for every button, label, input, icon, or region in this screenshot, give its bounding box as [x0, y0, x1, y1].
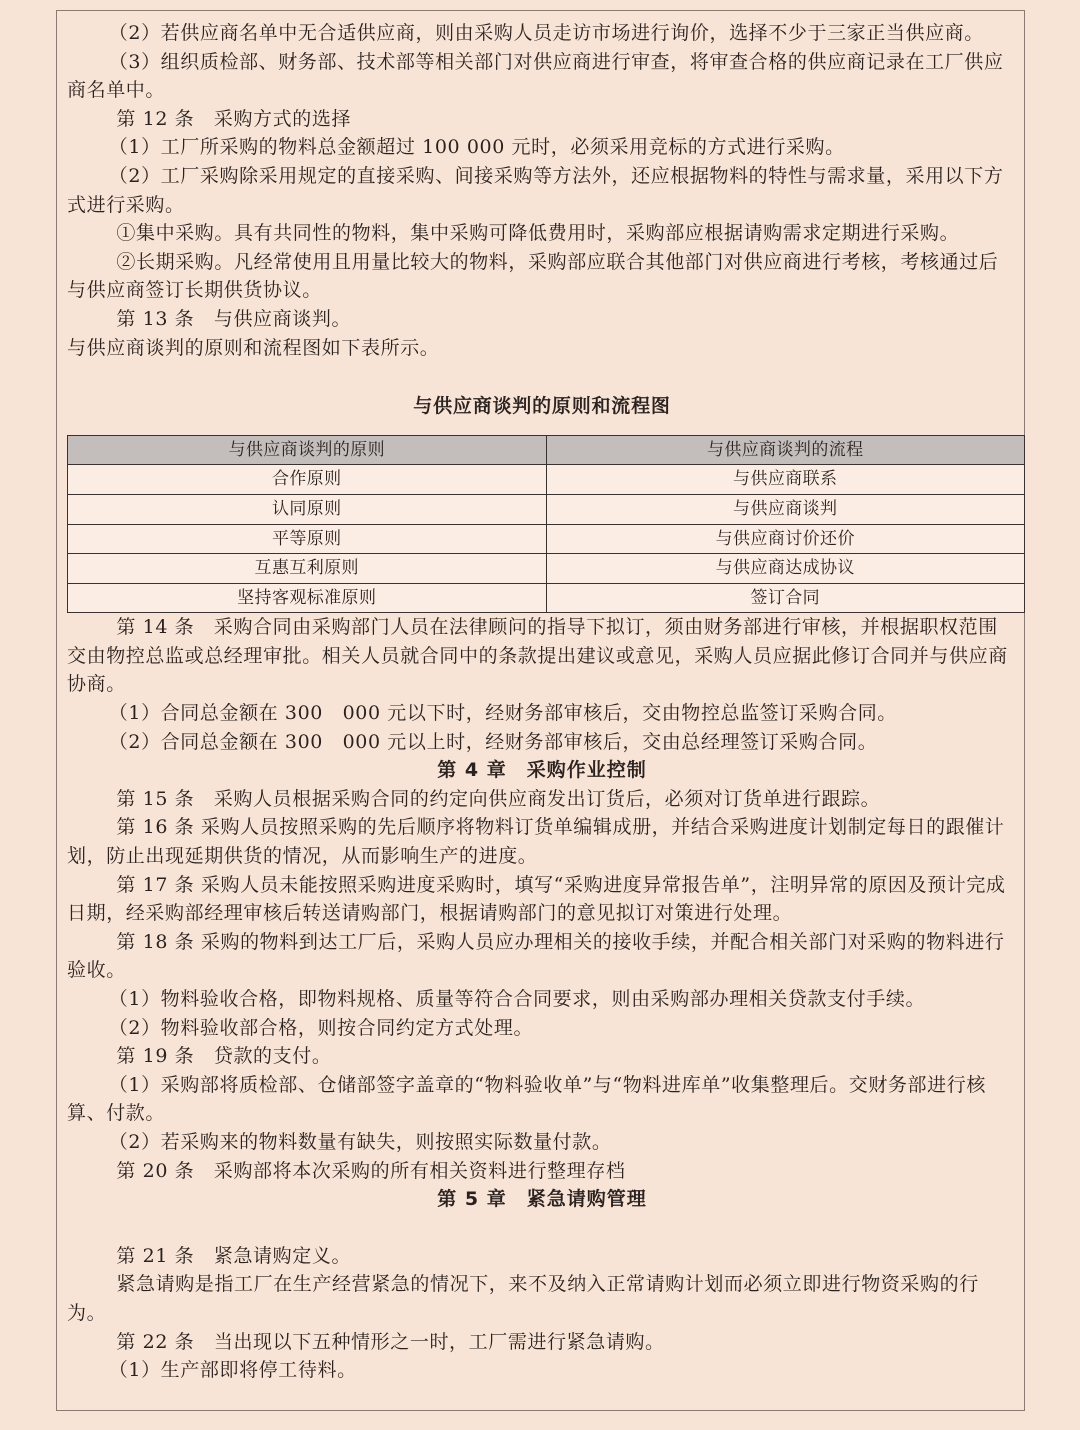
paragraph: 紧急请购是指工厂在生产经营紧急的情况下，来不及纳入正常请购计划而必须立即进行物资采购的行为。	[67, 1273, 979, 1324]
paragraph: （2）工厂采购除采用规定的直接采购、间接采购等方法外，还应根据物料的特性与需求量，采用以下方式进行采购。	[67, 164, 1004, 216]
paragraph: （2）若采购来的物料数量有缺失，则按照实际数量付款。	[108, 1130, 612, 1153]
paragraph: （1）工厂所采购的物料总金额超过 100 000 元时，必须采用竞标的方式进行采购。	[108, 136, 845, 159]
table-cell: 认同原则	[68, 494, 547, 524]
section-mid	[67, 613, 1017, 756]
table-cell: 与供应商联系	[546, 465, 1025, 495]
paragraph: 第 16 条 采购人员按照采购的先后顺序将物料订货单编辑成册，并结合采购进度计划制定每日的跟催计划，防止出现延期供货的情况，从而影响生产的进度。	[67, 816, 1005, 868]
paragraph: （1）物料验收合格，即物料规格、质量等符合合同要求，则由采购部办理相关贷款支付手续。	[108, 988, 926, 1010]
paragraph: 第 18 条 采购的物料到达工厂后，采购人员应办理相关的接收手续，并配合相关部门对采购的物料进行验收。	[67, 930, 1005, 982]
table-header-cell: 与供应商谈判的流程	[546, 435, 1025, 465]
article-heading: 第 20 条 采购部将本次采购的所有相关资料进行整理存档	[116, 1159, 626, 1182]
table-cell: 签订合同	[546, 583, 1025, 613]
table-cell: 互惠互利原则	[68, 554, 547, 584]
table-row	[68, 583, 1025, 613]
article-heading: 第 19 条 贷款的支付。	[116, 1045, 332, 1068]
table-header-cell: 与供应商谈判的原则	[68, 435, 547, 465]
paragraph: （2）物料验收部合格，则按合同约定方式处理。	[108, 1016, 534, 1039]
table-cell: 合作原则	[68, 465, 547, 495]
chapter-heading: 第 4 章 采购作业控制	[437, 759, 647, 782]
section-chapter-5	[67, 1242, 1017, 1385]
article-heading: 第 13 条 与供应商谈判。	[116, 307, 352, 330]
section-chapter-4	[67, 785, 1017, 1185]
paragraph: （1）合同总金额在 300 000 元以下时，经财务部审核后，交由物控总监签订采购合同。	[108, 702, 897, 725]
table-cell: 与供应商讨价还价	[546, 524, 1025, 554]
table-row	[68, 554, 1025, 584]
table-title: 与供应商谈判的原则和流程图	[413, 395, 671, 418]
article-heading: 第 21 条 紧急请购定义。	[116, 1244, 352, 1267]
article-heading: 第 12 条 采购方式的选择	[116, 107, 352, 130]
paragraph: （3）组织质检部、财务部、技术部等相关部门对供应商进行审查，将审查合格的供应商记录在工厂供应商名单中。	[67, 50, 1004, 102]
table-row	[68, 494, 1025, 524]
paragraph: （2）若供应商名单中无合适供应商，则由采购人员走访市场进行询价，选择不少于三家正当供应商。	[108, 22, 984, 44]
paragraph: ②长期采购。凡经常使用且用量比较大的物料，采购部应联合其他部门对供应商进行考核，考核通过后与供应商签订长期供货协议。	[67, 250, 999, 302]
table-row	[68, 465, 1025, 495]
table-header-row	[68, 435, 1025, 465]
negotiation-table	[67, 435, 1025, 614]
section-top	[67, 19, 1017, 362]
paragraph: （1）采购部将质检部、仓储部签字盖章的“物料验收单”与“物料进库单”收集整理后。交财务部进行核算、付款。	[67, 1073, 986, 1125]
table-cell: 坚持客观标准原则	[68, 583, 547, 613]
table-row	[68, 524, 1025, 554]
document-body	[67, 19, 1017, 1385]
paragraph: 第 14 条 采购合同由采购部门人员在法律顾问的指导下拟订，须由财务部进行审核，并根据职权范围交由物控总监或总经理审批。相关人员就合同中的条款提出建议或意见，采购人员应据此修订合同并与供应商协商。	[67, 616, 1008, 696]
table-cell: 平等原则	[68, 524, 547, 554]
paragraph: （1）生产部即将停工待料。	[108, 1359, 357, 1382]
table-cell: 与供应商谈判	[546, 494, 1025, 524]
paragraph: 第 15 条 采购人员根据采购合同的约定向供应商发出订货后，必须对订货单进行跟踪。	[116, 787, 881, 810]
paragraph: ①集中采购。具有共同性的物料，集中采购可降低费用时，采购部应根据请购需求定期进行采购。	[116, 222, 960, 245]
document-page	[56, 10, 1025, 1411]
chapter-heading: 第 5 章 紧急请购管理	[437, 1188, 647, 1211]
table-cell: 与供应商达成协议	[546, 554, 1025, 584]
paragraph: （2）合同总金额在 300 000 元以上时，经财务部审核后，交由总经理签订采购合同。	[108, 730, 878, 753]
paragraph: 第 22 条 当出现以下五种情形之一时，工厂需进行紧急请购。	[116, 1330, 665, 1353]
paragraph: 第 17 条 采购人员未能按照采购进度采购时，填写“采购进度异常报告单”，注明异常的原因及预计完成日期，经采购部经理审核后转送请购部门，根据请购部门的意见拟订对策进行处理。	[67, 873, 1006, 925]
paragraph: 与供应商谈判的原则和流程图如下表所示。	[67, 336, 440, 359]
